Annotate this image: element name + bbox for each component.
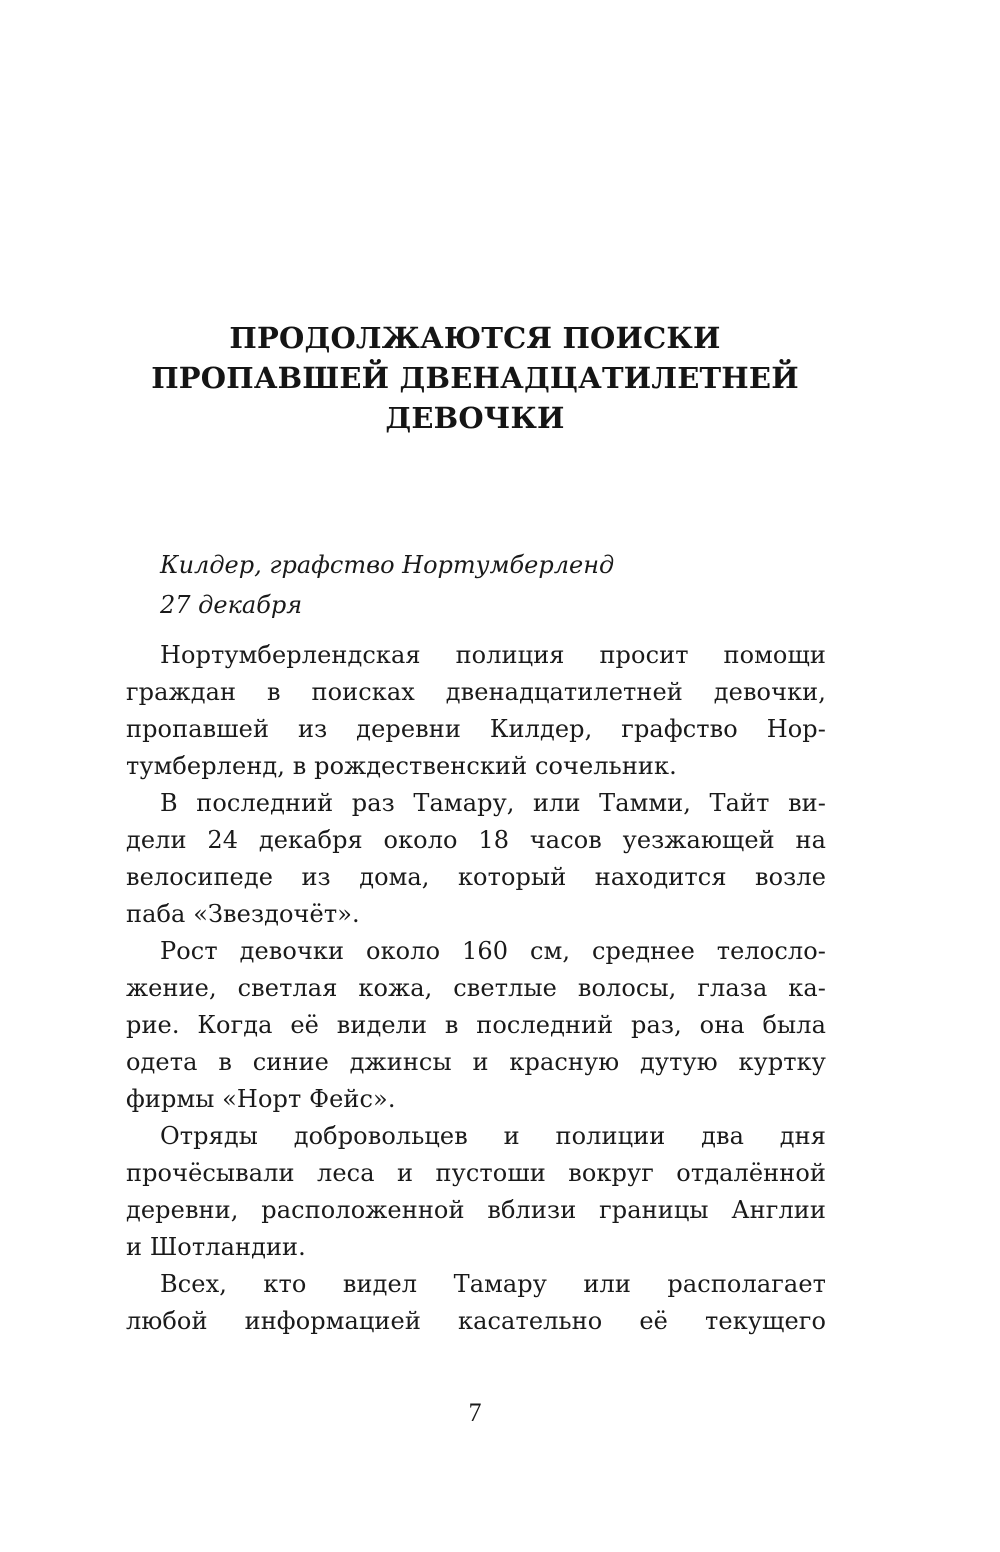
- dateline: [160, 545, 614, 625]
- text-line: пропавшей из деревни Килдер, графство Нор-: [126, 715, 826, 743]
- text-line: и Шотландии.: [126, 1233, 306, 1261]
- text-line: граждан в поисках двенадцатилетней девочки,: [126, 678, 826, 706]
- paragraph: [126, 933, 826, 1118]
- dateline-date: 27 декабря: [160, 591, 303, 619]
- dateline-place: Килдер, графство Нортумберленд: [160, 551, 615, 579]
- text-line: Всех, кто видел Тамару или располагает: [160, 1270, 826, 1298]
- text-line: велосипеде из дома, который находится возле: [126, 863, 826, 891]
- paragraph: [126, 785, 826, 933]
- text-line: тумберленд, в рождественский сочельник.: [126, 752, 677, 780]
- text-line: Отряды добровольцев и полиции два дня: [160, 1122, 826, 1150]
- text-line: любой информацией касательно её текущего: [126, 1307, 826, 1335]
- headline-line: ПРОПАВШЕЙ ДВЕНАДЦАТИЛЕТНЕЙ: [151, 361, 799, 395]
- paragraph: [126, 637, 826, 785]
- text-line: дели 24 декабря около 18 часов уезжающей на: [126, 826, 826, 854]
- text-line: рие. Когда её видели в последний раз, она была: [126, 1011, 826, 1039]
- article-headline: [100, 318, 850, 438]
- headline-line: ПРОДОЛЖАЮТСЯ ПОИСКИ: [229, 321, 721, 355]
- text-line: Рост девочки около 160 см, среднее телосло-: [160, 937, 826, 965]
- paragraph: [126, 1118, 826, 1266]
- text-line: фирмы «Норт Фейс».: [126, 1085, 396, 1113]
- text-line: Нортумберлендская полиция просит помощи: [160, 641, 826, 669]
- text-line: паба «Звездочёт».: [126, 900, 360, 928]
- paragraph: [126, 1266, 826, 1340]
- text-line: одета в синие джинсы и красную дутую куртку: [126, 1048, 826, 1076]
- text-line: жение, светлая кожа, светлые волосы, глаза ка-: [126, 974, 826, 1002]
- text-line: В последний раз Тамару, или Тамми, Тайт ви-: [160, 789, 826, 817]
- text-line: прочёсывали леса и пустоши вокруг отдалённой: [126, 1159, 826, 1187]
- article-body: [126, 637, 826, 1340]
- page-number: 7: [468, 1398, 482, 1427]
- headline-line: ДЕВОЧКИ: [385, 401, 565, 435]
- text-line: деревни, расположенной вблизи границы Англии: [126, 1196, 826, 1224]
